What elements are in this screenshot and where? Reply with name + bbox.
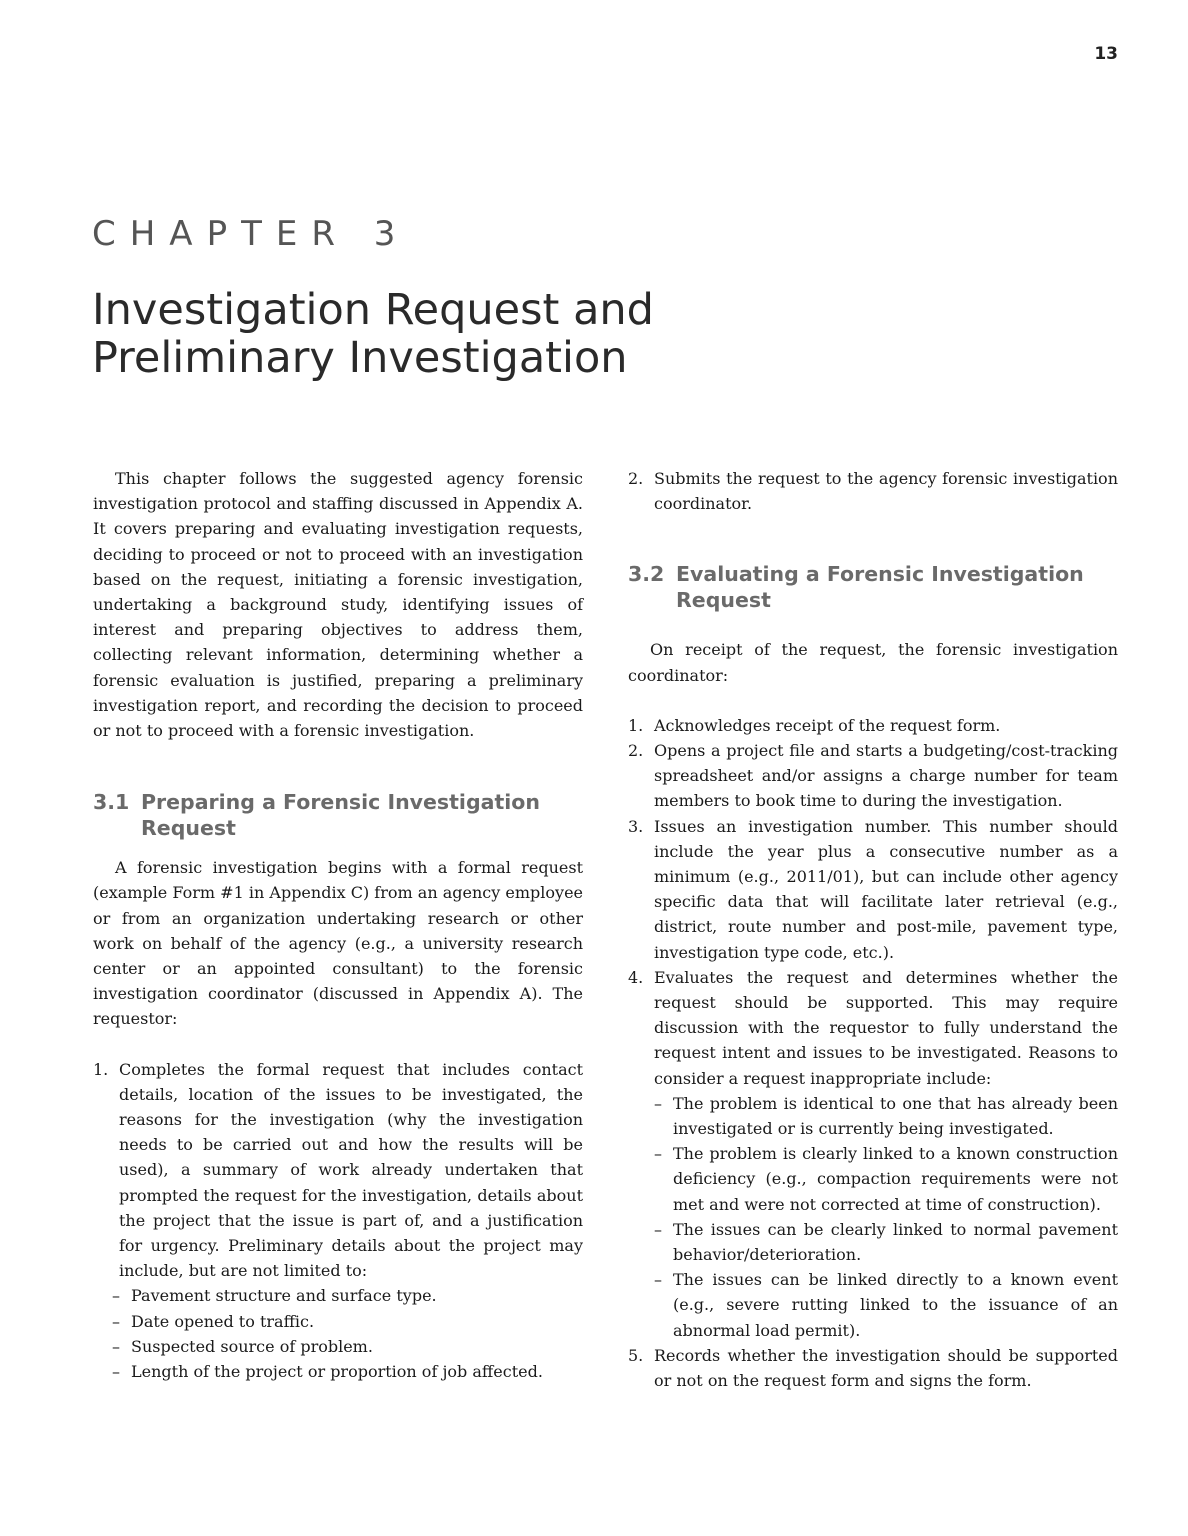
- list-marker: 2.: [628, 741, 644, 761]
- list-marker: 2.: [628, 469, 644, 488]
- intro-paragraph: This chapter follows the suggested agency forensic investigation protocol and staffing discussed in Appendix A. It covers preparing and evaluating investigation requests, deciding to proceed or not to proceed with an investigation based on the request, initiating a forensic investigation, undertaking a background study, identifying issues of interest and preparing objectives to address them, collecting relevant information, determining whether a forensic evaluation is justified, preparing a preliminary investigation report, and recording the decision to proceed or not to proceed with a forensic investigation.: [93, 469, 583, 741]
- chapter-title-line-1: Investigation Request and: [92, 285, 654, 335]
- list-item: [112, 1334, 583, 1359]
- list-item: [654, 1267, 1118, 1343]
- list-item-text: Opens a project file and starts a budgeting/cost-tracking spreadsheet and/or assigns a charge number for team members to book time to during the investigation.: [654, 741, 1118, 811]
- list-item: [112, 1283, 583, 1308]
- list-item: [93, 1057, 583, 1385]
- list-item-text: The problem is identical to one that has already been investigated or is currently being investigated.: [673, 1093, 1118, 1139]
- list-item-text: Length of the project or proportion of job affected.: [131, 1362, 543, 1382]
- dash-marker: –: [654, 1219, 662, 1239]
- list-item-text: The problem is clearly linked to a known construction deficiency (e.g., compaction requirements were not met and were not corrected at time of construction).: [673, 1144, 1118, 1214]
- dash-marker: –: [654, 1270, 662, 1290]
- list-item: [628, 738, 1118, 814]
- list-item: [654, 1141, 1118, 1217]
- list-marker: 5.: [628, 1345, 644, 1365]
- dash-marker: –: [112, 1336, 120, 1356]
- dash-marker: –: [654, 1144, 662, 1164]
- list-item-text: Completes the formal request that includes contact details, location of the issues to be investigated, the reasons for the investigation (why the investigation needs to be carried out and how the results will be used), a summary of work already undertaken that prompted the request for the investigation, details about the project that the issue is part of, and a justification for urgency. Preliminary details about the project may include, but are not limited to:: [119, 1059, 583, 1281]
- section-3-1-number: 3.1: [93, 790, 130, 815]
- list-item-text: Issues an investigation number. This number should include the year plus a consecutive number as a minimum (e.g., 2011/01), but can include other agency specific data that will facilitate later retrieval (e.g., district, route number and post-mile, pavement type, investigation type code, etc.).: [654, 816, 1118, 962]
- list-item-text: The issues can be linked directly to a known event (e.g., severe rutting linked to the issuance of an abnormal load permit).: [673, 1270, 1118, 1340]
- list-marker: 3.: [628, 816, 644, 836]
- list-item-text: Acknowledges receipt of the request form.: [654, 715, 1001, 735]
- left-column: [93, 466, 583, 1384]
- dash-marker: –: [112, 1311, 120, 1331]
- list-item-text: The issues can be clearly linked to normal pavement behavior/deterioration.: [673, 1219, 1118, 1265]
- list-marker: 1.: [93, 1059, 109, 1079]
- section-3-1-title: Preparing a Forensic Investigation Request: [141, 790, 540, 841]
- inappropriate-reasons-list: [654, 1091, 1118, 1343]
- coordinator-steps-list: [628, 713, 1118, 1393]
- list-item: [628, 466, 1118, 516]
- section-3-2-paragraph: On receipt of the request, the forensic investigation coordinator:: [628, 640, 1118, 685]
- list-item-text: Submits the request to the agency forensic investigation coordinator.: [654, 469, 1118, 514]
- requestor-steps-list: [93, 1057, 583, 1385]
- section-3-2-number: 3.2: [628, 562, 665, 587]
- list-item: [112, 1359, 583, 1384]
- chapter-title-line-2: Preliminary Investigation: [92, 333, 628, 383]
- requestor-steps-list-continued: [628, 466, 1118, 516]
- right-column: [628, 466, 1118, 1393]
- section-3-2-title: Evaluating a Forensic Investigation Request: [676, 562, 1084, 613]
- chapter-title: [92, 286, 992, 382]
- section-3-1-heading: [93, 789, 583, 841]
- dash-marker: –: [654, 1093, 662, 1113]
- list-marker: 1.: [628, 715, 644, 735]
- section-3-2-heading: [628, 561, 1118, 613]
- section-3-1-paragraph: A forensic investigation begins with a formal request (example Form #1 in Appendix C) from an agency employee or from an organization undertaking research or other work on behalf of the agency (e.g., a university research center or an appointed consultant) to the forensic investigation coordinator (discussed in Appendix A). The requestor:: [93, 858, 583, 1029]
- list-item-text: Suspected source of problem.: [131, 1336, 373, 1356]
- dash-marker: –: [112, 1362, 120, 1382]
- list-item: [628, 1343, 1118, 1393]
- list-item-text: Evaluates the request and determines whether the request should be supported. This may require discussion with the requestor to fully understand the request intent and issues to be investigated. Reasons to consider a request inappropriate include:: [654, 967, 1118, 1088]
- list-item: [654, 1217, 1118, 1267]
- list-marker: 4.: [628, 967, 644, 987]
- chapter-label: CHAPTER 3: [92, 214, 410, 254]
- list-item: [628, 965, 1118, 1343]
- page-number: 13: [1094, 44, 1118, 64]
- list-item: [628, 814, 1118, 965]
- dash-marker: –: [112, 1286, 120, 1306]
- list-item-text: Pavement structure and surface type.: [131, 1286, 437, 1306]
- list-item-text: Records whether the investigation should be supported or not on the request form and signs the form.: [654, 1345, 1118, 1391]
- list-item: [112, 1309, 583, 1334]
- list-item: [628, 713, 1118, 738]
- list-item: [654, 1091, 1118, 1141]
- list-item-text: Date opened to traffic.: [131, 1311, 315, 1331]
- project-details-list: [112, 1283, 583, 1384]
